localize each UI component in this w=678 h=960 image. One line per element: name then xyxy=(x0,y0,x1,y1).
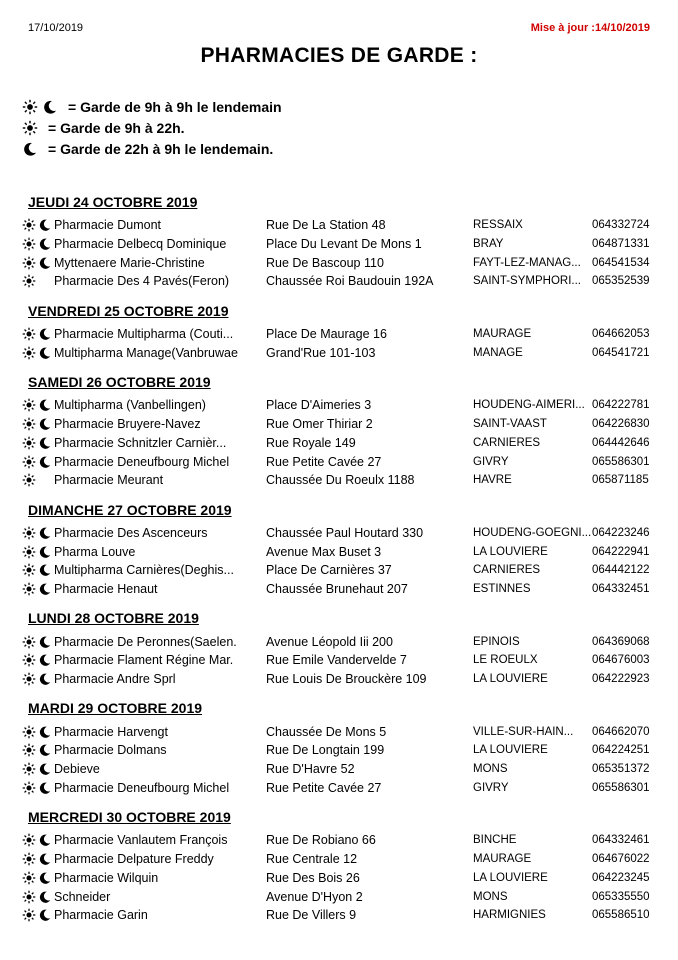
legend-icons xyxy=(22,141,42,157)
pharmacy-row xyxy=(22,778,662,797)
sun-icon xyxy=(22,762,36,776)
sun-icon xyxy=(22,908,36,922)
pharmacy-city: CARNIÈRES xyxy=(473,436,541,449)
pharmacy-city: EPINOIS xyxy=(473,635,520,648)
pharmacy-phone: 065351372 xyxy=(592,763,650,776)
sun-icon xyxy=(22,398,36,412)
pharmacy-phone: 064541721 xyxy=(592,346,650,359)
pharmacy-city: GIVRY xyxy=(473,781,509,794)
pharmacy-address: Place Du Levant De Mons 1 xyxy=(266,237,422,252)
pharmacy-address: Rue Petite Cavée 27 xyxy=(266,780,382,795)
update-date: Mise à jour :14/10/2019 xyxy=(530,22,650,34)
pharmacy-row xyxy=(22,831,662,850)
pharmacy-phone: 064369068 xyxy=(592,635,650,648)
pharmacy-name: Pharmacie Multipharma (Couti... xyxy=(54,327,234,342)
print-date: 17/10/2019 xyxy=(28,22,84,34)
pharmacy-city: SAINT-SYMPHORI... xyxy=(473,275,581,288)
duty-icons xyxy=(22,672,54,686)
duty-icons xyxy=(22,762,54,776)
legend-icons xyxy=(22,120,42,136)
pharmacy-name: Pharmacie Vanlautem François xyxy=(54,833,228,848)
pharmacy-city: MONS xyxy=(473,890,508,903)
pharmacy-row xyxy=(22,850,662,869)
pharmacy-name: Pharmacie Andre Sprl xyxy=(54,672,176,687)
moon-icon xyxy=(38,582,52,596)
duty-icons xyxy=(22,725,54,739)
pharmacy-name: Pharmacie Schnitzler Carnièr... xyxy=(54,435,227,450)
legend-text: = Garde de 9h à 22h. xyxy=(48,119,185,136)
moon-icon xyxy=(38,417,52,431)
moon-icon xyxy=(38,743,52,757)
pharmacy-address: Place De Maurage 16 xyxy=(266,327,387,342)
duty-icons xyxy=(22,398,54,412)
sun-icon xyxy=(22,653,36,667)
pharmacy-address: Avenue D'Hyon 2 xyxy=(266,889,363,904)
sun-icon xyxy=(22,563,36,577)
pharmacy-name: Pharmacie Harvengt xyxy=(54,724,168,739)
pharmacy-address: Rue D'Havre 52 xyxy=(266,762,355,777)
duty-icons xyxy=(22,545,54,559)
pharmacy-phone: 064332451 xyxy=(592,582,650,595)
pharmacy-phone: 065871185 xyxy=(592,474,649,487)
day-title: LUNDI 28 OCTOBRE 2019 xyxy=(28,610,199,627)
pharmacy-name: Pharmacie Deneufbourg Michel xyxy=(54,780,230,795)
pharmacy-city: CARNIÈRES xyxy=(473,564,541,577)
pharmacy-city: HOUDENG-GOEGNI... xyxy=(473,526,592,539)
pharmacy-row xyxy=(22,235,662,254)
pharmacy-address: Rue Omer Thiriar 2 xyxy=(266,417,373,432)
day-title: DIMANCHE 27 OCTOBRE 2019 xyxy=(28,501,232,518)
duty-icons xyxy=(22,582,54,596)
legend-icons xyxy=(22,99,62,115)
legend-item xyxy=(22,138,282,159)
pharmacy-city: FAYT-LEZ-MANAG... xyxy=(473,256,581,269)
duty-icons xyxy=(22,417,54,431)
duty-icons xyxy=(22,526,54,540)
moon-icon xyxy=(38,455,52,469)
pharmacy-row xyxy=(22,580,662,599)
schedule-list xyxy=(22,190,662,933)
day-title: JEUDI 24 OCTOBRE 2019 xyxy=(28,194,198,210)
day-section xyxy=(22,190,662,299)
pharmacy-phone: 064332724 xyxy=(592,219,650,232)
pharmacy-phone: 064662053 xyxy=(592,328,650,341)
moon-icon xyxy=(38,871,52,885)
pharmacy-phone: 064676022 xyxy=(592,853,650,866)
pharmacy-name: Pharmacie Bruyere-Navez xyxy=(54,417,201,432)
pharmacy-name: Pharmacie Meurant xyxy=(54,473,164,488)
pharmacy-name: Pharmacie De Peronnes(Saelen. xyxy=(54,634,237,649)
pharmacy-address: Rue De La Station 48 xyxy=(266,218,386,233)
pharmacy-name: Pharmacie Deneufbourg Michel xyxy=(54,454,230,469)
day-title: MARDI 29 OCTOBRE 2019 xyxy=(28,700,203,717)
sun-icon xyxy=(22,890,36,904)
pharmacy-phone: 065586301 xyxy=(592,455,650,468)
pharmacy-phone: 064222923 xyxy=(592,673,650,686)
moon-icon xyxy=(38,890,52,904)
moon-icon xyxy=(38,237,52,251)
sun-icon xyxy=(22,725,36,739)
pharmacy-row xyxy=(22,741,662,760)
day-title: SAMEDI 26 OCTOBRE 2019 xyxy=(28,374,211,391)
pharmacy-name: Debieve xyxy=(54,762,100,777)
sun-icon xyxy=(22,526,36,540)
moon-icon xyxy=(38,218,52,232)
duty-icons xyxy=(22,743,54,757)
sun-icon xyxy=(22,237,36,251)
pharmacy-phone: 065352539 xyxy=(592,275,650,288)
pharmacy-name: Myttenaere Marie-Christine xyxy=(54,255,205,270)
duty-icons xyxy=(22,890,54,904)
moon-icon xyxy=(38,327,52,341)
legend xyxy=(22,96,282,159)
pharmacy-phone: 064223246 xyxy=(592,526,650,539)
pharmacy-name: Pharmacie Delbecq Dominique xyxy=(54,237,227,252)
pharmacy-city: ESTINNES xyxy=(473,582,531,595)
pharmacy-name: Pharmacie Des 4 Pavés(Feron) xyxy=(54,274,230,289)
pharmacy-row xyxy=(22,272,662,291)
pharmacy-city: LA LOUVIERE xyxy=(473,744,548,757)
pharmacy-city: MAURAGE xyxy=(473,328,532,341)
pharmacy-name: Pharmacie Wilquin xyxy=(54,870,159,885)
pharmacy-row xyxy=(22,434,662,453)
pharmacy-row xyxy=(22,632,662,651)
pharmacy-phone: 064662070 xyxy=(592,725,650,738)
pharmacy-name: Pharmacie Flament Régine Mar. xyxy=(54,653,234,668)
pharmacy-phone: 064224251 xyxy=(592,744,650,757)
pharmacy-phone: 064226830 xyxy=(592,418,650,431)
pharmacy-name: Pharmacie Des Ascenceurs xyxy=(54,525,208,540)
pharmacy-address: Chaussée Brunehaut 207 xyxy=(266,581,408,596)
moon-icon xyxy=(42,99,58,115)
sun-icon xyxy=(22,473,36,487)
legend-item xyxy=(22,96,282,117)
pharmacy-city: RESSAIX xyxy=(473,219,523,232)
pharmacy-phone: 064222781 xyxy=(592,399,650,412)
pharmacy-address: Rue Petite Cavée 27 xyxy=(266,454,382,469)
sun-icon xyxy=(22,120,38,136)
pharmacy-phone: 065586301 xyxy=(592,781,650,794)
pharmacy-name: Pharmacie Delpature Freddy xyxy=(54,852,214,867)
pharmacy-city: SAINT-VAAST xyxy=(473,418,547,431)
pharmacy-row xyxy=(22,471,662,490)
pharmacy-row xyxy=(22,651,662,670)
duty-icons xyxy=(22,346,54,360)
page-title: PHARMACIES DE GARDE : xyxy=(200,44,478,67)
sun-icon xyxy=(22,781,36,795)
day-section xyxy=(22,606,662,696)
day-section xyxy=(22,696,662,805)
sun-icon xyxy=(22,672,36,686)
moon-icon xyxy=(38,833,52,847)
day-section xyxy=(22,805,662,932)
moon-icon xyxy=(38,256,52,270)
sun-icon xyxy=(22,743,36,757)
pharmacy-address: Chaussée De Mons 5 xyxy=(266,724,387,739)
duty-icons xyxy=(22,833,54,847)
pharmacy-row xyxy=(22,670,662,689)
sun-icon xyxy=(22,417,36,431)
pharmacy-city: LA LOUVIERE xyxy=(473,545,548,558)
duty-icons xyxy=(22,237,54,251)
pharmacy-city: LA LOUVIERE xyxy=(473,871,548,884)
legend-text: = Garde de 9h à 9h le lendemain xyxy=(68,98,282,115)
sun-icon xyxy=(22,871,36,885)
sun-icon xyxy=(22,274,36,288)
pharmacy-row xyxy=(22,906,662,925)
pharmacy-address: Rue Centrale 12 xyxy=(266,852,358,867)
duty-icons xyxy=(22,436,54,450)
pharmacy-row xyxy=(22,760,662,779)
duty-icons xyxy=(22,871,54,885)
pharmacy-phone: 064222941 xyxy=(592,545,650,558)
duty-icons xyxy=(22,455,54,469)
pharmacy-row xyxy=(22,561,662,580)
pharmacy-phone: 065335550 xyxy=(592,890,650,903)
pharmacy-address: Chaussée Du Roeulx 1188 xyxy=(266,473,415,488)
sun-icon xyxy=(22,582,36,596)
pharmacy-address: Avenue Léopold Iii 200 xyxy=(266,634,393,649)
duty-icons xyxy=(22,563,54,577)
pharmacy-city: MANAGE xyxy=(473,346,523,359)
sun-icon xyxy=(22,852,36,866)
pharmacy-row xyxy=(22,253,662,272)
moon-icon xyxy=(38,852,52,866)
pharmacy-name: Pharmacie Dolmans xyxy=(54,743,167,758)
pharmacy-phone: 064871331 xyxy=(592,238,650,251)
day-title: VENDREDI 25 OCTOBRE 2019 xyxy=(28,302,229,319)
sun-icon xyxy=(22,545,36,559)
duty-icons xyxy=(22,653,54,667)
pharmacy-city: BRAY xyxy=(473,238,504,251)
moon-icon xyxy=(38,398,52,412)
pharmacy-address: Rue Louis De Brouckère 109 xyxy=(266,672,427,687)
duty-icons xyxy=(22,274,54,288)
pharmacy-row xyxy=(22,542,662,561)
pharmacy-city: HARMIGNIES xyxy=(473,909,546,922)
pharmacy-address: Rue De Robiano 66 xyxy=(266,833,376,848)
pharmacy-name: Multipharma (Vanbellingen) xyxy=(54,398,206,413)
pharmacy-name: Pharmacie Henaut xyxy=(54,581,158,596)
pharmacy-phone: 065586510 xyxy=(592,909,650,922)
duty-icons xyxy=(22,327,54,341)
pharmacy-address: Avenue Max Buset 3 xyxy=(266,544,382,559)
pharmacy-address: Rue De Bascoup 110 xyxy=(266,255,384,270)
pharmacy-row xyxy=(22,722,662,741)
sun-icon xyxy=(22,99,38,115)
duty-icons xyxy=(22,473,54,487)
legend-text: = Garde de 22h à 9h le lendemain. xyxy=(48,140,274,157)
pharmacy-address: Chaussée Roi Baudouin 192A xyxy=(266,274,434,289)
sun-icon xyxy=(22,256,36,270)
duty-icons xyxy=(22,852,54,866)
pharmacy-row xyxy=(22,524,662,543)
pharmacy-row xyxy=(22,887,662,906)
sun-icon xyxy=(22,833,36,847)
moon-icon xyxy=(38,781,52,795)
pharmacy-address: Rue De Longtain 199 xyxy=(266,743,385,758)
moon-icon xyxy=(22,141,38,157)
sun-icon xyxy=(22,635,36,649)
duty-icons xyxy=(22,781,54,795)
pharmacy-city: HOUDENG-AIMERI... xyxy=(473,399,585,412)
pharmacy-phone: 064223245 xyxy=(592,871,650,884)
day-title: MERCREDI 30 OCTOBRE 2019 xyxy=(28,809,231,826)
pharmacy-city: LE ROEULX xyxy=(473,654,538,667)
pharmacy-row xyxy=(22,415,662,434)
sun-icon xyxy=(22,218,36,232)
pharmacy-city: LA LOUVIERE xyxy=(473,673,548,686)
pharmacy-name: Pharmacie Dumont xyxy=(54,218,161,233)
pharmacy-address: Chaussée Paul Houtard 330 xyxy=(266,525,424,540)
moon-icon xyxy=(38,346,52,360)
pharmacy-city: VILLE-SUR-HAIN... xyxy=(473,725,574,738)
pharmacy-phone: 064442646 xyxy=(592,436,650,449)
moon-icon xyxy=(38,908,52,922)
sun-icon xyxy=(22,346,36,360)
pharmacy-phone: 064332461 xyxy=(592,834,650,847)
moon-icon xyxy=(38,672,52,686)
moon-icon xyxy=(38,635,52,649)
pharmacy-phone: 064442122 xyxy=(592,564,650,577)
day-section xyxy=(22,370,662,497)
pharmacy-row xyxy=(22,325,662,344)
pharmacy-address: Rue Emile Vandervelde 7 xyxy=(266,653,407,668)
sun-icon xyxy=(22,436,36,450)
pharmacy-city: GIVRY xyxy=(473,455,509,468)
moon-icon xyxy=(38,653,52,667)
moon-icon xyxy=(38,563,52,577)
pharmacy-row xyxy=(22,396,662,415)
pharmacy-address: Place D'Aimeries 3 xyxy=(266,398,372,413)
duty-icons xyxy=(22,218,54,232)
duty-icons xyxy=(22,908,54,922)
pharmacy-name: Schneider xyxy=(54,889,111,904)
pharmacy-name: Multipharma Carnières(Deghis... xyxy=(54,563,234,578)
pharmacy-row xyxy=(22,216,662,235)
pharmacy-address: Grand'Rue 101-103 xyxy=(266,345,376,360)
moon-icon xyxy=(38,725,52,739)
moon-icon xyxy=(38,436,52,450)
day-section xyxy=(22,299,662,370)
pharmacy-address: Rue De Villers 9 xyxy=(266,908,357,923)
pharmacy-address: Rue Royale 149 xyxy=(266,435,356,450)
pharmacy-row xyxy=(22,869,662,888)
pharmacy-city: MAURAGE xyxy=(473,853,532,866)
moon-icon xyxy=(38,526,52,540)
pharmacy-row xyxy=(22,452,662,471)
pharmacy-city: HAVRÉ xyxy=(473,474,512,487)
pharmacy-name: Multipharma Manage(Vanbruwae xyxy=(54,345,238,360)
pharmacy-city: BINCHE xyxy=(473,834,517,847)
legend-item xyxy=(22,117,282,138)
duty-icons xyxy=(22,256,54,270)
pharmacy-phone: 064676003 xyxy=(592,654,650,667)
pharmacy-address: Place De Carnières 37 xyxy=(266,563,392,578)
sun-icon xyxy=(22,455,36,469)
moon-icon xyxy=(38,762,52,776)
pharmacy-phone: 064541534 xyxy=(592,256,650,269)
sun-icon xyxy=(22,327,36,341)
pharmacy-address: Rue Des Bois 26 xyxy=(266,870,360,885)
pharmacy-city: MONS xyxy=(473,763,508,776)
pharmacy-name: Pharmacie Garin xyxy=(54,908,148,923)
duty-icons xyxy=(22,635,54,649)
day-section xyxy=(22,498,662,607)
moon-icon xyxy=(38,545,52,559)
pharmacy-name: Pharma Louve xyxy=(54,544,136,559)
pharmacy-row xyxy=(22,343,662,362)
